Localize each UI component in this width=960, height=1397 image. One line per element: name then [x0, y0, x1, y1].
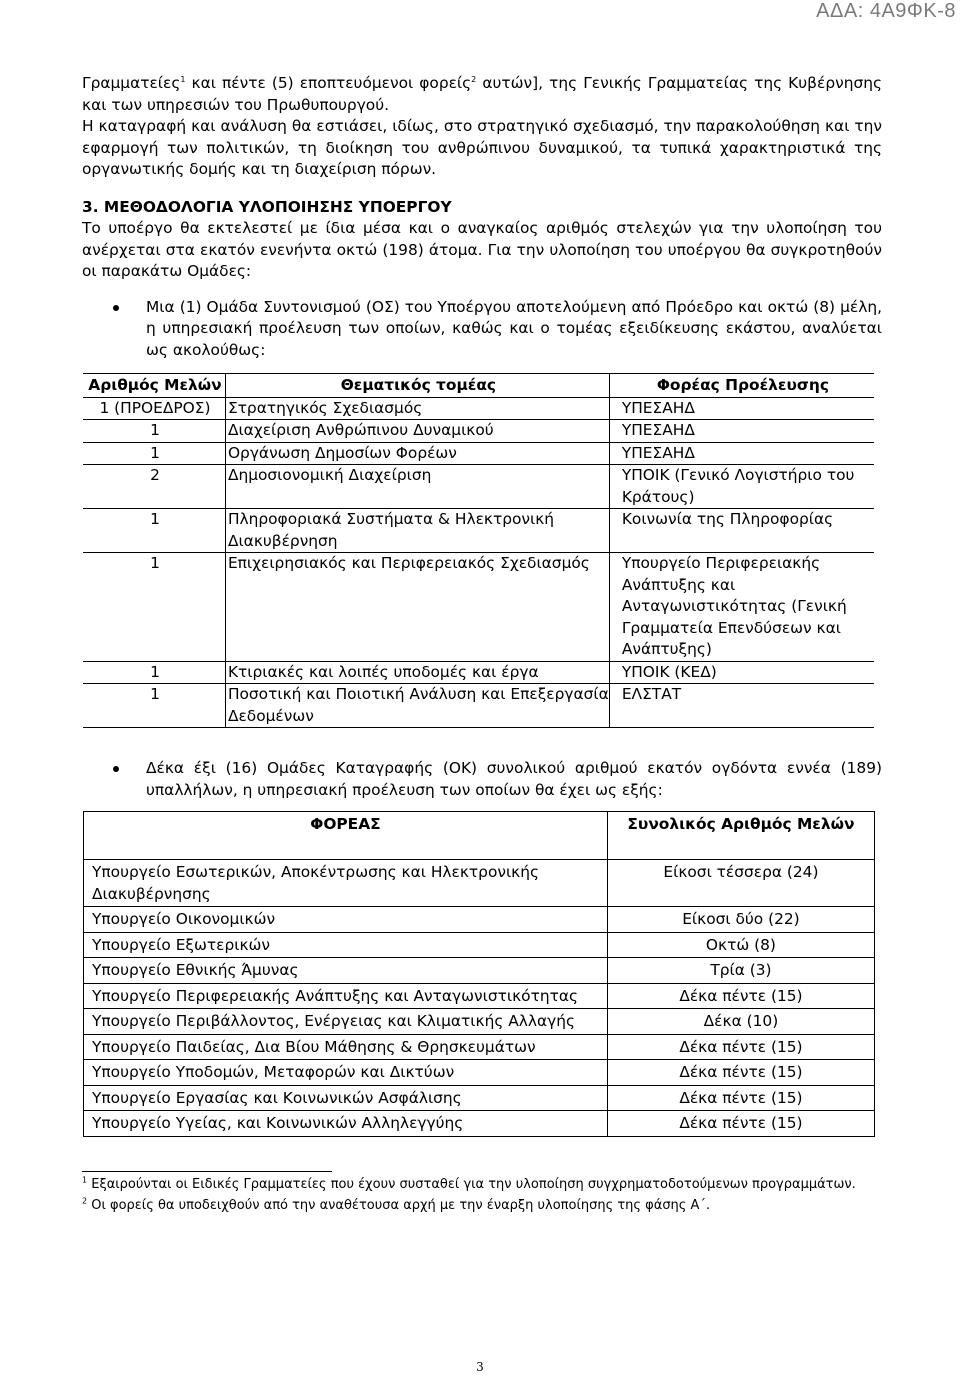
cell-body: Υπουργείο Εθνικής Άμυνας [84, 958, 608, 984]
footnote-mark: 1 [82, 1175, 88, 1185]
table-row [83, 661, 874, 684]
table-row [84, 1034, 875, 1060]
cell-sector: Ποσοτική και Ποιοτική Ανάλυση και Επεξεργασία Δεδομένων [225, 684, 609, 728]
table-row [83, 509, 874, 553]
footnote-ref-2: 2 [471, 74, 477, 84]
cell-total: Είκοσι δύο (22) [607, 907, 874, 933]
footnote-text: Οι φορείς θα υποδειχθούν από την αναθέτουσα αρχή με την έναρξη υλοποίησης της φάσης Α΄. [87, 1197, 711, 1213]
table-row [84, 1060, 875, 1086]
cell-total: Δέκα πέντε (15) [607, 983, 874, 1009]
cell-total: Δέκα (10) [607, 1009, 874, 1035]
intro-paragraph [82, 73, 882, 116]
cell-members: 2 [83, 465, 225, 509]
cell-origin: ΥΠΕΣΑΗΔ [609, 397, 874, 420]
footnote-text: Εξαιρούνται οι Ειδικές Γραμματείες που έχουν συσταθεί για την υλοποίηση συγχρηματοδοτούμενων προγραμμάτων. [87, 1176, 856, 1192]
table-row [84, 958, 875, 984]
table-row [84, 1111, 875, 1137]
document-body [82, 73, 882, 1214]
cell-total: Είκοσι τέσσερα (24) [607, 860, 874, 907]
cell-sector: Διαχείριση Ανθρώπινου Δυναμικού [225, 420, 609, 443]
cell-body: Υπουργείο Εσωτερικών, Αποκέντρωσης και Ηλεκτρονικής Διακυβέρνησης [84, 860, 608, 907]
cell-body: Υπουργείο Παιδείας, Δια Βίου Μάθησης & Θρησκευμάτων [84, 1034, 608, 1060]
cell-sector: Οργάνωση Δημοσίων Φορέων [225, 442, 609, 465]
cell-members: 1 [83, 684, 225, 728]
methodology-paragraph: Το υποέργο θα εκτελεστεί με ίδια μέσα και ο αναγκαίος αριθμός στελεχών για την υλοποίηση του ανέρχεται στα εκατόν ενενήντα οκτώ (198) άτομα. Για την υλοποίηση του υποέργου θα συγκροτηθούν οι παρακάτω Ομάδες: [82, 219, 882, 280]
intro-text-1: Γραμματείες [82, 74, 181, 92]
cell-members: 1 [83, 661, 225, 684]
cell-members: 1 [83, 509, 225, 553]
intro-text-3: αυτών], της Γενικής Γραμματείας της Κυβέρνησης και των υπηρεσιών του Πρωθυπουργού. [82, 74, 882, 114]
table-row [84, 860, 875, 907]
table-row [84, 1085, 875, 1111]
cell-members: 1 [83, 442, 225, 465]
cell-origin: Υπουργείο Περιφερειακής Ανάπτυξης και Ανταγωνιστικότητας (Γενική Γραμματεία Επενδύσεων και Ανάπτυξης) [609, 553, 874, 662]
table-row [83, 442, 874, 465]
intro-text-2: και πέντε (5) εποπτευόμενοι φορείς [185, 74, 472, 92]
cell-origin: Κοινωνία της Πληροφορίας [609, 509, 874, 553]
section-heading: 3. ΜΕΘΟΔΟΛΟΓΙΑ ΥΛΟΠΟΙΗΣΗΣ ΥΠΟΕΡΓΟΥ [82, 197, 452, 216]
cell-total: Δέκα πέντε (15) [607, 1034, 874, 1060]
col-header-origin: Φορέας Προέλευσης [609, 374, 874, 398]
cell-total: Δέκα πέντε (15) [607, 1060, 874, 1086]
cell-body: Υπουργείο Εξωτερικών [84, 932, 608, 958]
table-row [83, 420, 874, 443]
cell-members: 1 [83, 553, 225, 662]
cell-members: 1 (ΠΡΟΕΔΡΟΣ) [83, 397, 225, 420]
footnote-divider [82, 1171, 332, 1172]
cell-origin: ΥΠΕΣΑΗΔ [609, 420, 874, 443]
cell-origin: ΥΠΟΙΚ (ΚΕΔ) [609, 661, 874, 684]
bullet-registration-teams: Δέκα έξι (16) Ομάδες Καταγραφής (ΟΚ) συνολικού αριθμού εκατόν ογδόντα εννέα (189) υπαλλήλων, η υπηρεσιακή προέλευση των οποίων θα έχει ως εξής: [82, 758, 882, 801]
cell-origin: ΥΠΟΙΚ (Γενικό Λογιστήριο του Κράτους) [609, 465, 874, 509]
table-row [83, 465, 874, 509]
bullet-coordination-team: Μια (1) Ομάδα Συντονισμού (ΟΣ) του Υποέργου αποτελούμενη από Πρόεδρο και οκτώ (8) μέλη, η υπηρεσιακή προέλευση των οποίων, καθώς και ο τομέας εξειδίκευσης εκάστου, αναλύεται ως ακολούθως: [82, 297, 882, 362]
cell-total: Τρία (3) [607, 958, 874, 984]
cell-total: Οκτώ (8) [607, 932, 874, 958]
cell-origin: ΥΠΕΣΑΗΔ [609, 442, 874, 465]
table-row [83, 553, 874, 662]
table-header-row [84, 812, 875, 860]
col-header-total: Συνολικός Αριθμός Μελών [607, 812, 874, 860]
col-header-body: ΦΟΡΕΑΣ [84, 812, 608, 860]
footnote-ref-1: 1 [180, 74, 186, 84]
cell-sector: Κτιριακές και λοιπές υποδομές και έργα [225, 661, 609, 684]
cell-body: Υπουργείο Οικονομικών [84, 907, 608, 933]
col-header-sector: Θεματικός τομέας [225, 374, 609, 398]
ada-code: ΑΔΑ: 4Α9ΦΚ-8 [816, 0, 956, 22]
cell-sector: Πληροφοριακά Συστήματα & Ηλεκτρονική Διακυβέρνηση [225, 509, 609, 553]
col-header-members: Αριθμός Μελών [83, 374, 225, 398]
cell-body: Υπουργείο Υποδομών, Μεταφορών και Δικτύων [84, 1060, 608, 1086]
table-row [84, 932, 875, 958]
page-number: 3 [476, 1360, 484, 1374]
cell-body: Υπουργείο Υγείας, και Κοινωνικών Αλληλεγγύης [84, 1111, 608, 1137]
cell-body: Υπουργείο Περιβάλλοντος, Ενέργειας και Κλιματικής Αλλαγής [84, 1009, 608, 1035]
footnote-mark: 2 [82, 1196, 88, 1206]
cell-total: Δέκα πέντε (15) [607, 1111, 874, 1137]
coordination-team-table [83, 373, 874, 728]
cell-total: Δέκα πέντε (15) [607, 1085, 874, 1111]
cell-origin: ΕΛΣΤΑΤ [609, 684, 874, 728]
registration-teams-table [83, 811, 875, 1137]
table-row [84, 907, 875, 933]
cell-body: Υπουργείο Εργασίας και Κοινωνικών Ασφάλισης [84, 1085, 608, 1111]
footnote-2 [82, 1197, 882, 1214]
cell-sector: Στρατηγικός Σχεδιασμός [225, 397, 609, 420]
footnote-1 [82, 1176, 882, 1193]
cell-body: Υπουργείο Περιφερειακής Ανάπτυξης και Ανταγωνιστικότητας [84, 983, 608, 1009]
table-row [84, 1009, 875, 1035]
table-row [83, 684, 874, 728]
table-row [83, 397, 874, 420]
table-row [84, 983, 875, 1009]
cell-sector: Δημοσιονομική Διαχείριση [225, 465, 609, 509]
cell-members: 1 [83, 420, 225, 443]
cell-sector: Επιχειρησιακός και Περιφερειακός Σχεδιασμός [225, 553, 609, 662]
table-header-row [83, 374, 874, 398]
analysis-paragraph: Η καταγραφή και ανάλυση θα εστιάσει, ιδίως, στο στρατηγικό σχεδιασμό, την παρακολούθηση και την εφαρμογή των πολιτικών, τη διοίκηση του ανθρώπινου δυναμικού, τα τυπικά χαρακτηριστικά της οργανωτικής δομής και τη διαχείριση πόρων. [82, 117, 882, 178]
